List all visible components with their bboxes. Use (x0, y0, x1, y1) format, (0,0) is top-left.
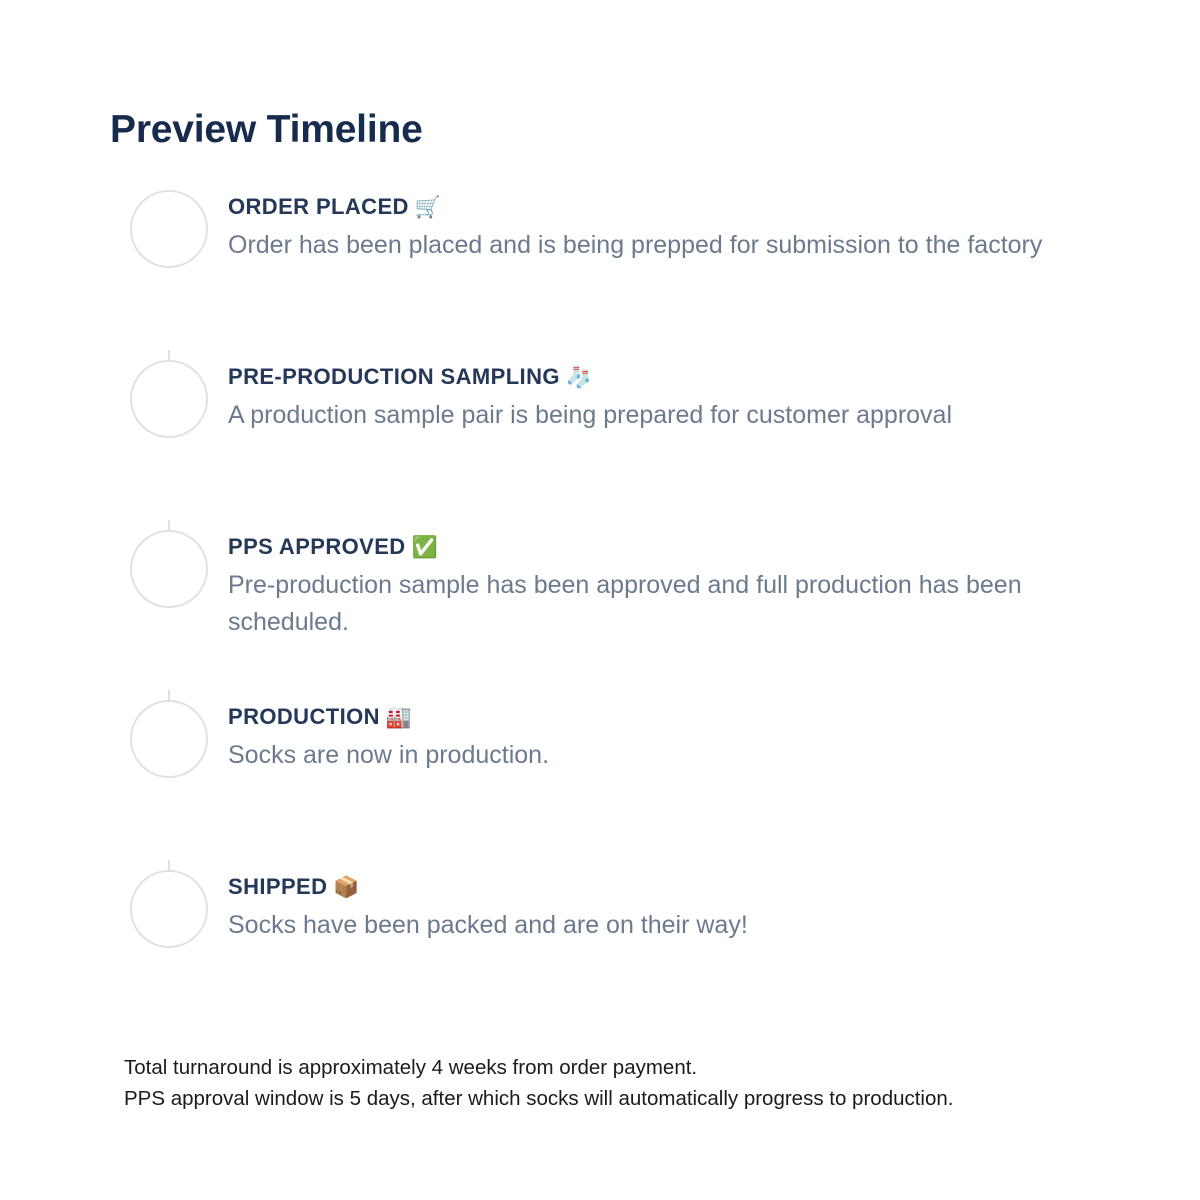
timeline-step-circle[interactable] (130, 530, 208, 608)
sock-icon: 🧦 (565, 366, 593, 389)
timeline-marker-column (110, 180, 228, 268)
timeline-step-title (228, 534, 1110, 560)
timeline-step-circle[interactable] (130, 360, 208, 438)
timeline-step (110, 520, 1110, 690)
shopping-cart-icon: 🛒 (414, 196, 442, 219)
timeline-step-title (228, 364, 1110, 390)
timeline-step-title-text: PRODUCTION (228, 704, 380, 729)
timeline-step-description: Pre-production sample has been approved and full production has been scheduled. (228, 571, 1022, 636)
timeline-step-content (228, 520, 1110, 640)
timeline-step-title (228, 874, 1110, 900)
timeline-step-content (228, 180, 1110, 264)
timeline-step-circle[interactable] (130, 870, 208, 948)
timeline-step-title (228, 194, 1110, 220)
factory-icon: 🏭 (385, 706, 413, 729)
timeline-list (110, 180, 1110, 970)
timeline-marker-column (110, 350, 228, 438)
timeline-step-description: Socks are now in production. (228, 741, 550, 770)
footnote-turnaround: Total turnaround is approximately 4 weeks from order payment. (124, 1056, 698, 1079)
timeline-step (110, 180, 1110, 350)
timeline-step-circle[interactable] (130, 700, 208, 778)
page-title: Preview Timeline (110, 108, 423, 151)
package-icon: 📦 (333, 876, 360, 899)
timeline-step-description: Order has been placed and is being prepped for submission to the factory (228, 231, 1043, 260)
timeline-step-description: A production sample pair is being prepared for customer approval (228, 401, 953, 430)
timeline-marker-column (110, 860, 228, 948)
timeline-step-title-text: SHIPPED (228, 874, 328, 899)
timeline-step-content (228, 690, 1110, 774)
timeline-marker-column (110, 690, 228, 778)
footnote-pps-window: PPS approval window is 5 days, after which socks will automatically progress to production. (124, 1087, 954, 1111)
timeline-step-circle[interactable] (130, 190, 208, 268)
timeline-marker-column (110, 520, 228, 608)
timeline-step-content (228, 350, 1110, 434)
timeline-step-content (228, 860, 1110, 944)
check-mark-icon: ✅ (411, 536, 439, 559)
timeline-step-title-text: PPS APPROVED (228, 534, 406, 559)
timeline-step-title-text: ORDER PLACED (228, 194, 409, 219)
timeline-step-description: Socks have been packed and are on their way! (228, 911, 748, 940)
timeline-step-title-text: PRE-PRODUCTION SAMPLING (228, 364, 560, 389)
timeline-step (110, 690, 1110, 860)
timeline-step (110, 860, 1110, 970)
footnotes (124, 1052, 954, 1114)
timeline-step-title (228, 704, 1110, 730)
timeline-step (110, 350, 1110, 520)
